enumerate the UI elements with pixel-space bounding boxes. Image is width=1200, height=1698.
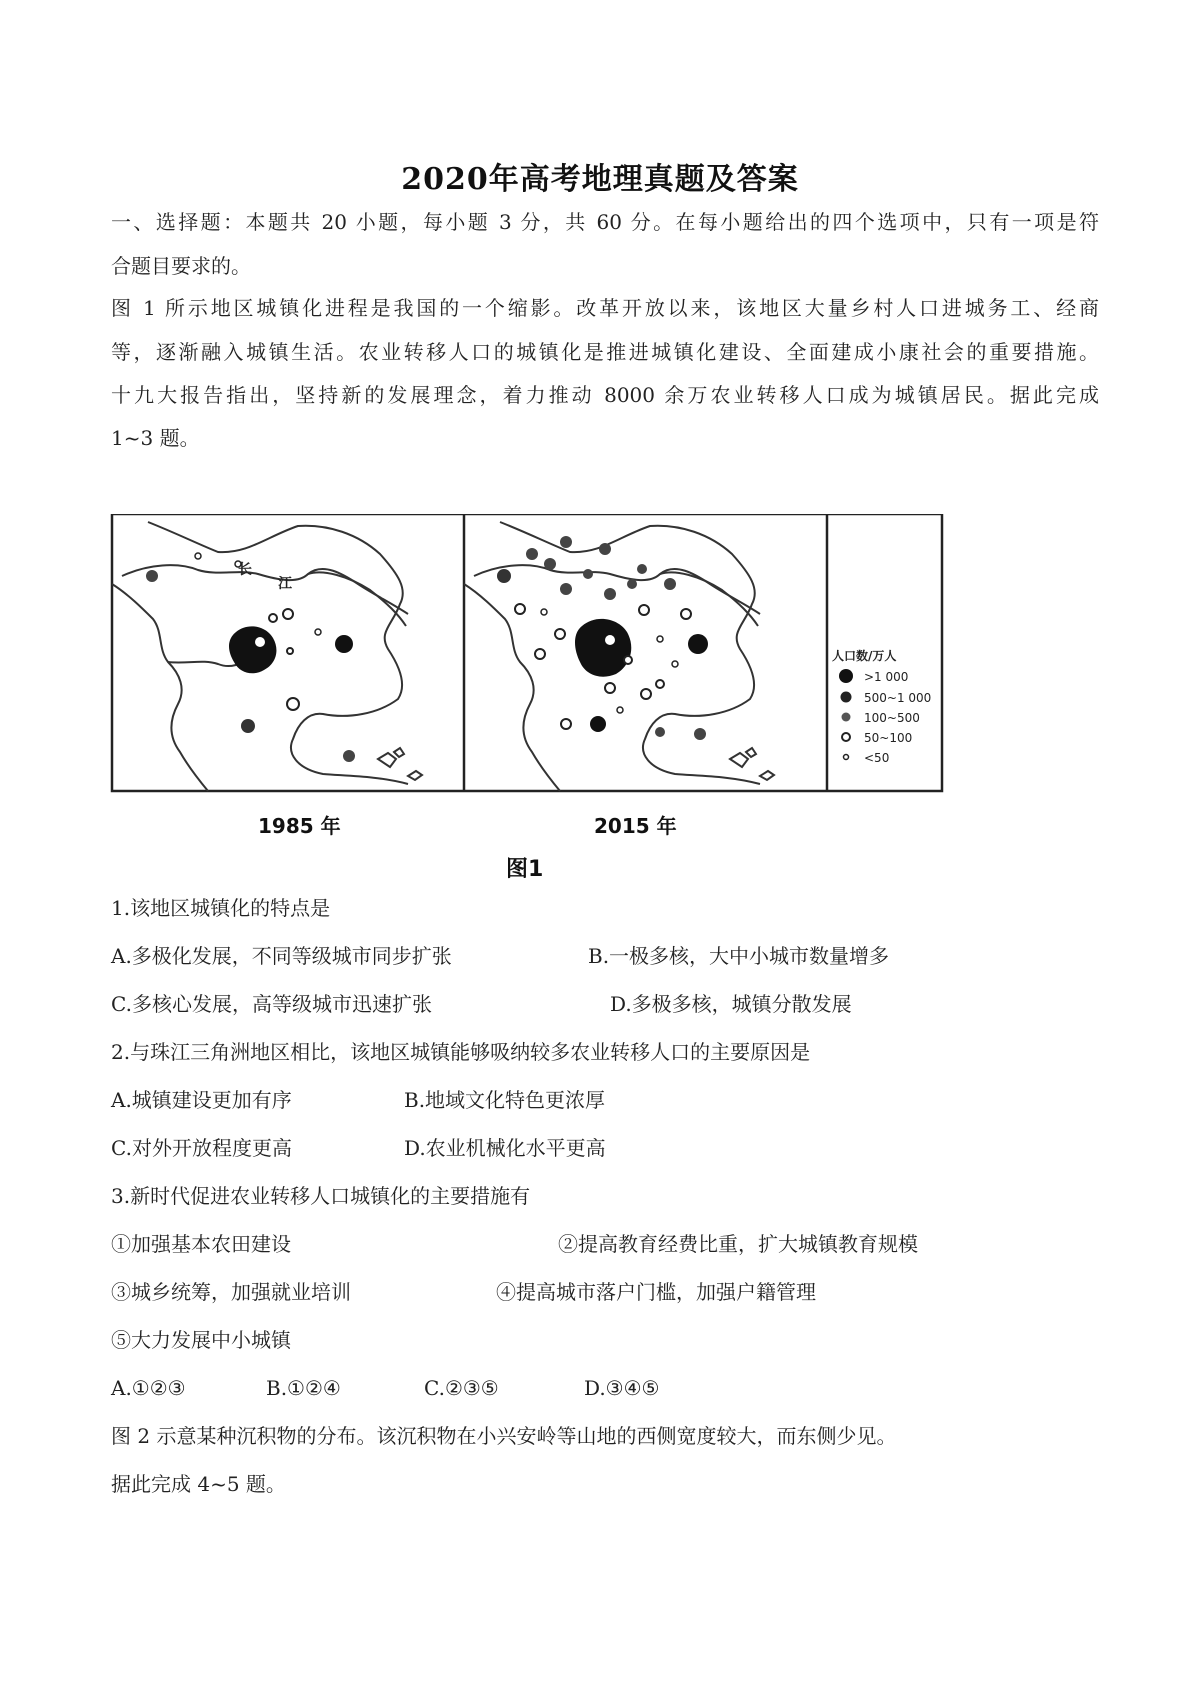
question-2-option-c: C.对外开放程度更高: [111, 1136, 292, 1160]
legend-item-4: 50~100: [864, 731, 913, 745]
question-2-option-b: B.地域文化特色更浓厚: [404, 1088, 606, 1112]
city-mid-2015: [560, 583, 572, 595]
city-small-1985: [283, 609, 293, 619]
map-label-1985: 1985 年: [258, 814, 341, 838]
question-3-option-c: C.②③⑤: [424, 1376, 499, 1400]
question-3-measure-4: ④提高城市落户门槛，加强户籍管理: [496, 1280, 816, 1304]
question-3-stem: 3.新时代促进农业转移人口城镇化的主要措施有: [111, 1184, 531, 1208]
section-instruction-line-1: 一、选择题：本题共 20 小题，每小题 3 分，共 60 分。在每小题给出的四个选项中，只有一项是符: [111, 210, 1099, 234]
city-tiny-2015: [617, 707, 623, 713]
city-small-2015: [624, 656, 632, 664]
question-1-option-d: D.多极多核，城镇分散发展: [610, 992, 852, 1016]
city-major-2015: [688, 634, 708, 654]
city-small-1985: [269, 614, 277, 622]
question-2-option-d: D.农业机械化水平更高: [404, 1136, 606, 1160]
question-3-measure-2: ②提高教育经费比重，扩大城镇教育规模: [558, 1232, 918, 1256]
question-1-option-a: A.多极化发展，不同等级城市同步扩张: [111, 944, 452, 968]
river-label-chang: 长: [238, 562, 252, 578]
figure-1-caption: 图1: [506, 857, 544, 882]
question-1-option-b: B.一极多核，大中小城市数量增多: [588, 944, 890, 968]
city-tiny-2015: [657, 636, 663, 642]
city-mid-2015: [560, 536, 572, 548]
city-mid-2015: [599, 543, 611, 555]
city-small-2015: [605, 683, 615, 693]
legend-title: 人口数/万人: [832, 649, 897, 663]
question-1-option-c: C.多核心发展，高等级城市迅速扩张: [111, 992, 432, 1016]
question-3-measure-3: ③城乡统筹，加强就业培训: [111, 1280, 351, 1304]
legend-item-5: <50: [864, 751, 890, 765]
city-mid-1985: [343, 750, 355, 762]
city-mid-2015: [637, 564, 647, 574]
city-tiny-1985: [195, 553, 201, 559]
question-2-option-a: A.城镇建设更加有序: [111, 1088, 292, 1112]
passage1-line-2: 等，逐渐融入城镇生活。农业转移人口的城镇化是推进城镇化建设、全面建成小康社会的重要措施。: [111, 340, 1099, 364]
city-major-1985: [335, 635, 353, 653]
city-tiny-2015: [541, 609, 547, 615]
question-3-option-b: B.①②④: [266, 1376, 341, 1400]
city-mid-2015: [544, 558, 556, 570]
passage1-line-4: 1~3 题。: [111, 426, 200, 450]
city-major-2015: [590, 716, 606, 732]
city-small-2015: [639, 605, 649, 615]
city-mid-2015: [627, 579, 637, 589]
city-small-1985: [287, 698, 299, 710]
river-label-jiang: 江: [278, 576, 292, 592]
figure-1-maps: [108, 514, 948, 876]
city-small-2015: [681, 609, 691, 619]
city-mid-2015: [664, 578, 676, 590]
passage2-line-2: 据此完成 4~5 题。: [111, 1472, 286, 1496]
city-small-2015: [515, 604, 525, 614]
passage2-line-1: 图 2 示意某种沉积物的分布。该沉积物在小兴安岭等山地的西侧宽度较大，而东侧少见。: [111, 1424, 897, 1448]
city-mid-2015: [583, 569, 593, 579]
city-small-2015: [656, 680, 664, 688]
city-tiny-1985: [315, 629, 321, 635]
question-3-option-a: A.①②③: [111, 1376, 186, 1400]
city-small-1985: [287, 648, 293, 654]
section-instruction-line-2: 合题目要求的。: [111, 254, 251, 278]
city-small-2015: [561, 719, 571, 729]
legend-item-2: 500~1 000: [864, 691, 932, 705]
passage1-line-3: 十九大报告指出，坚持新的发展理念，着力推动 8000 余万农业转移人口成为城镇居民。据此完成: [111, 383, 1099, 407]
city-mid-1985: [241, 719, 255, 733]
city-mid-2015: [694, 728, 706, 740]
question-3-measure-5: ⑤大力发展中小城镇: [111, 1328, 291, 1352]
passage1-line-1: 图 1 所示地区城镇化进程是我国的一个缩影。改革开放以来，该地区大量乡村人口进城务工、经商: [111, 296, 1099, 320]
city-mid-1985: [146, 570, 158, 582]
question-3-measure-1: ①加强基本农田建设: [111, 1232, 291, 1256]
question-1-stem: 1.该地区城镇化的特点是: [111, 896, 331, 920]
question-3-option-d: D.③④⑤: [584, 1376, 660, 1400]
city-mid-2015: [497, 569, 511, 583]
city-mid-2015: [526, 548, 538, 560]
figure-1: [108, 514, 948, 882]
city-small-2015: [535, 649, 545, 659]
legend-item-3: 100~500: [864, 711, 920, 725]
city-mid-2015: [604, 588, 616, 600]
page-title: 2020年高考地理真题及答案: [401, 162, 799, 197]
city-small-2015: [555, 629, 565, 639]
legend-item-1: >1 000: [864, 670, 909, 684]
city-tiny-2015: [672, 661, 678, 667]
map-label-2015: 2015 年: [594, 814, 677, 838]
city-small-2015: [641, 689, 651, 699]
question-2-stem: 2.与珠江三角洲地区相比，该地区城镇能够吸纳较多农业转移人口的主要原因是: [111, 1040, 811, 1064]
city-mid-2015: [655, 727, 665, 737]
